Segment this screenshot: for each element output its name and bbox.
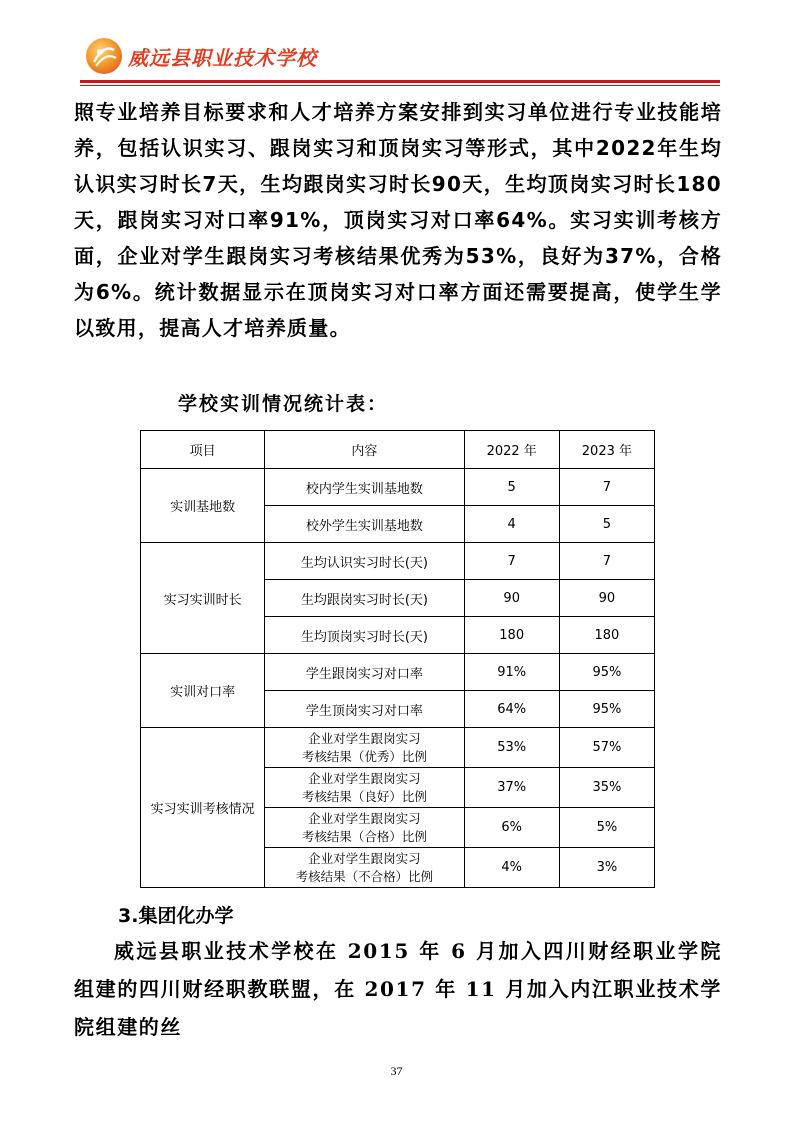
category-cell: 实习实训考核情况 [141, 728, 265, 888]
category-cell: 实训基地数 [141, 469, 265, 543]
header-item: 项目 [141, 431, 265, 469]
training-stats-table [140, 430, 655, 888]
content-cell: 生均顶岗实习时长(天) [265, 617, 464, 654]
header-2022: 2022 年 [464, 431, 559, 469]
table-caption: 学校实训情况统计表： [178, 393, 389, 415]
section-heading: 3.集团化办学 [118, 905, 234, 927]
content-line: 企业对学生跟岗实习 [308, 730, 421, 746]
value-2023: 90 [559, 580, 654, 617]
value-2023: 95% [559, 654, 654, 691]
content-cell [265, 768, 464, 808]
value-2023: 35% [559, 768, 654, 808]
value-2022: 91% [464, 654, 559, 691]
value-2023: 7 [559, 469, 654, 506]
content-line: 考核结果（不合格）比例 [295, 868, 434, 884]
table-row [141, 469, 655, 506]
school-name: 威远县职业技术学校 [128, 46, 317, 70]
header-rule-thick [80, 80, 720, 83]
content-cell: 学生跟岗实习对口率 [265, 654, 464, 691]
content-line: 考核结果（优秀）比例 [301, 748, 427, 764]
content-line: 企业对学生跟岗实习 [308, 810, 421, 826]
value-2023: 5 [559, 506, 654, 543]
school-logo-icon [86, 38, 122, 74]
value-2022: 90 [464, 580, 559, 617]
header-content: 内容 [265, 431, 464, 469]
header-rule-thin [80, 85, 720, 86]
content-cell: 学生顶岗实习对口率 [265, 691, 464, 728]
content-cell [265, 808, 464, 848]
value-2023: 57% [559, 728, 654, 768]
paragraph-group-school: 威远县职业技术学校在 2015 年 6 月加入四川财经职业学院组建的四川财经职教联盟，在 2017 年 11 月加入内江职业技术学院组建的丝 [74, 939, 722, 1039]
content-cell: 生均跟岗实习时长(天) [265, 580, 464, 617]
paragraph-practice: 照专业培养目标要求和人才培养方案安排到实习单位进行专业技能培养，包括认识实习、跟岗实习和顶岗实习等形式，其中2022年生均认识实习时长7天，生均跟岗实习时长90天，生均顶岗实习时长180天，跟岗实习对口率91%，顶岗实习对口率64%。实习实训考核方面，企业对学生跟岗实习考核结果优秀为53%，良好为37%，合格为6%。统计数据显示在顶岗实习对口率方面还需要提高，使学生学以致用，提高人才培养质量。 [74, 100, 722, 340]
value-2022: 180 [464, 617, 559, 654]
value-2023: 180 [559, 617, 654, 654]
value-2023: 7 [559, 543, 654, 580]
category-cell: 实习实训时长 [141, 543, 265, 654]
value-2022: 7 [464, 543, 559, 580]
value-2023: 3% [559, 848, 654, 888]
content-cell: 生均认识实习时长(天) [265, 543, 464, 580]
table-row [141, 728, 655, 768]
value-2022: 37% [464, 768, 559, 808]
table-row [141, 543, 655, 580]
content-cell: 校内学生实训基地数 [265, 469, 464, 506]
content-line: 考核结果（合格）比例 [301, 828, 427, 844]
value-2022: 4% [464, 848, 559, 888]
value-2022: 53% [464, 728, 559, 768]
header-2023: 2023 年 [559, 431, 654, 469]
value-2023: 5% [559, 808, 654, 848]
value-2022: 4 [464, 506, 559, 543]
page-number: 37 [390, 1064, 403, 1078]
value-2022: 6% [464, 808, 559, 848]
value-2022: 5 [464, 469, 559, 506]
content-line: 企业对学生跟岗实习 [308, 770, 421, 786]
category-cell: 实训对口率 [141, 654, 265, 728]
content-cell [265, 728, 464, 768]
content-cell [265, 848, 464, 888]
content-cell: 校外学生实训基地数 [265, 506, 464, 543]
content-line: 考核结果（良好）比例 [301, 788, 427, 804]
table-row [141, 654, 655, 691]
table-header-row [141, 431, 655, 469]
value-2023: 95% [559, 691, 654, 728]
value-2022: 64% [464, 691, 559, 728]
content-line: 企业对学生跟岗实习 [308, 850, 421, 866]
page-header [80, 30, 720, 86]
